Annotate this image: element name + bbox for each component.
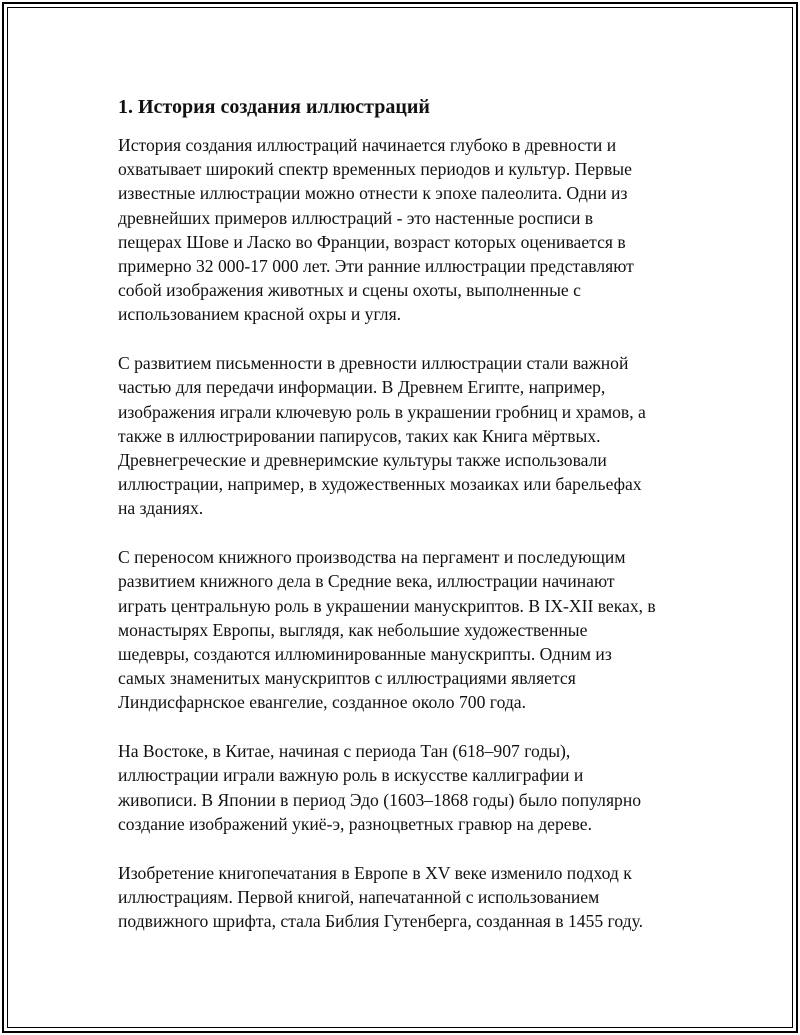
text-line: С переносом книжного производства на пергамент и последующим [118,547,626,568]
text-line: создание изображений укиё-э, разноцветных гравюр на дереве. [118,813,592,834]
text-line: шедевры, создаются иллюминированные манускрипты. Одним из [118,644,612,665]
text-line: Линдисфарнское евангелие, созданное около 700 года. [118,692,527,713]
paragraph-palaeolithic [118,133,690,327]
text-line: иллюстрации, например, в художественных мозаиках или барельефах [118,474,642,495]
text-line: примерно 32 000-17 000 лет. Эти ранние иллюстрации представляют [118,256,634,277]
paragraph-printing [118,861,690,934]
text-line: иллюстрации играли важную роль в искусстве каллиграфии и [118,765,584,786]
text-line: на зданиях. [118,498,204,519]
text-line: пещерах Шове и Ласко во Франции, возраст которых оценивается в [118,231,626,252]
text-line: также в иллюстрировании папирусов, таких как Книга мёртвых. [118,425,601,446]
text-line: Древнегреческие и древнеримские культуры также использовали [118,450,607,471]
text-line: древнейших примеров иллюстраций - это настенные росписи в [118,207,594,228]
paragraph-east [118,739,690,836]
document-body [118,94,690,958]
section-heading: 1. История создания иллюстраций [118,96,430,118]
text-line: иллюстрациям. Первой книгой, напечатанной с использованием [118,886,600,907]
text-line: использованием красной охры и угля. [118,304,402,325]
text-line: Изобретение книгопечатания в Европе в XV веке изменило подход к [118,862,632,883]
text-line: собой изображения животных и сцены охоты, выполненные с [118,280,581,301]
text-line: История создания иллюстраций начинается глубоко в древности и [118,135,617,155]
paragraph-ancient-writing [118,351,690,520]
text-line: изображения играли ключевую роль в украшении гробниц и храмов, а [118,401,646,422]
text-line: известные иллюстрации можно отнести к эпохе палеолита. Одни из [118,183,628,204]
paragraph-middle-ages [118,545,690,714]
text-line: развитием книжного дела в Средние века, иллюстрации начинают [118,571,615,592]
text-line: охватывает широкий спектр временных периодов и культур. Первые [118,159,632,180]
text-line: монастырях Европы, выглядя, как небольшие художественные [118,619,588,640]
text-line: самых знаменитых манускриптов с иллюстрациями является [118,668,576,689]
text-line: частью для передачи информации. В Древнем Египте, например, [118,377,606,398]
text-line: живописи. В Японии в период Эдо (1603–1868 годы) было популярно [118,789,642,810]
text-line: играть центральную роль в украшении манускриптов. В IX-XII веках, в [118,595,656,616]
text-line: На Востоке, в Китае, начиная с периода Тан (618–907 годы), [118,741,571,762]
text-line: С развитием письменности в древности иллюстрации стали важной [118,353,629,374]
text-line: подвижного шрифта, стала Библия Гутенберга, созданная в 1455 году. [118,911,644,932]
